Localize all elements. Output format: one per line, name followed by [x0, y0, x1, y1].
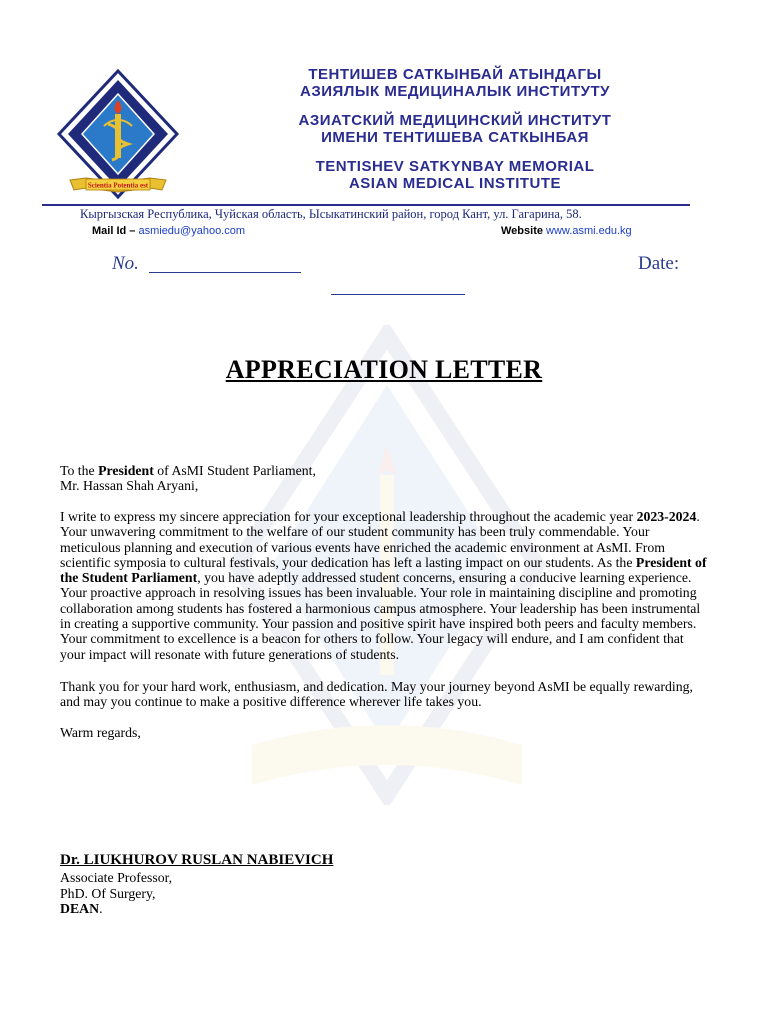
header-russian-line1: АЗИАТСКИЙ МЕДИЦИНСКИЙ ИНСТИТУТ [298, 112, 612, 129]
salutation-line [60, 463, 708, 478]
header-kyrgyz [250, 66, 660, 100]
mail-contact [92, 225, 245, 237]
institute-address: Кыргызская Республика, Чуйская область, Ысыкатинский район, город Кант, ул. Гагарина, 58. [80, 207, 582, 221]
header-english [250, 158, 660, 192]
main-text-3: , you have adeptly addressed student concerns, ensuring a conducive learning experience. Your proactive approach in resolving issues has been invaluable. Your role in maintaining discipline and promoting collaboration among students has fostered a harmonious campus atmosphere. Your leadership has been instrumental in creating a supportive community. Your passion and positive spirit have inspired both peers and faculty members. Your commitment to excellence is a beacon for others to follow. Your legacy will endure, and I am confident that your impact will resonate with future generations of students. [60, 570, 701, 662]
website-contact [501, 225, 632, 237]
main-text-1: I write to express my sincere appreciation for your exceptional leadership throughout the academic year [60, 509, 637, 524]
website-label: Website [501, 225, 543, 237]
salutation-role: President [98, 463, 154, 478]
salutation-suffix: of AsMI Student Parliament, [153, 463, 316, 478]
dean-label: DEAN [60, 901, 100, 916]
number-blank-line [149, 272, 301, 273]
number-label: No. [112, 253, 139, 274]
recipient-name: Mr. Hassan Shah Aryani, [60, 478, 199, 494]
signatory-title-1: Associate Professor, [60, 870, 173, 885]
salutation [60, 463, 708, 494]
header-english-line1: TENTISHEV SATKYNBAY MEMORIAL [315, 158, 595, 175]
mail-label: Mail Id – [92, 225, 136, 237]
logo-ribbon-text: Scientia Potentia est [87, 181, 149, 190]
header-divider [42, 204, 690, 206]
dean-suffix: . [99, 901, 103, 916]
thanks-paragraph: Thank you for your hard work, enthusiasm, and dedication. May your journey beyond AsMI be equally rewarding, and may you continue to make a positive difference wherever life takes you. [60, 679, 693, 710]
main-text-2: . Your unwavering commitment to the welfare of our student community has been truly commendable. Your meticulous planning and execution of various events have enriched the academic environment at AsMI. From scientific symposia to cultural festivals, your dedication has left a lasting impact on our students. As the [60, 509, 700, 570]
header-kyrgyz-line1: ТЕНТИШЕВ САТКЫНБАЙ АТЫНДАГЫ [308, 66, 602, 83]
header-english-line2: ASIAN MEDICAL INSTITUTE [348, 175, 562, 192]
date-blank-line [331, 294, 465, 295]
date-label: Date: [638, 253, 680, 274]
header-russian [250, 112, 660, 146]
website-link[interactable]: www.asmi.edu.kg [546, 225, 632, 237]
salutation-prefix: To the [60, 463, 99, 478]
signatory-title-2: PhD. Of Surgery, [60, 886, 156, 901]
letter-title: APPRECIATION LETTER [225, 355, 543, 384]
closing: Warm regards, [60, 725, 141, 740]
main-paragraph [60, 509, 708, 662]
header-kyrgyz-line2: АЗИЯЛЫК МЕДИЦИНАЛЫК ИНСТИТУТУ [300, 83, 610, 100]
academic-year: 2023-2024 [636, 509, 697, 524]
institute-logo-icon [56, 68, 180, 202]
mail-link[interactable]: asmiedu@yahoo.com [138, 225, 246, 237]
signatory-name: Dr. LIUKHUROV RUSLAN NABIEVICH [60, 852, 334, 868]
header-russian-line2: ИМЕНИ ТЕНТИШЕВА САТКЫНБАЯ [321, 129, 589, 146]
role-title: President of the Student Parliament [60, 554, 707, 586]
signatory-title-3 [60, 901, 103, 917]
